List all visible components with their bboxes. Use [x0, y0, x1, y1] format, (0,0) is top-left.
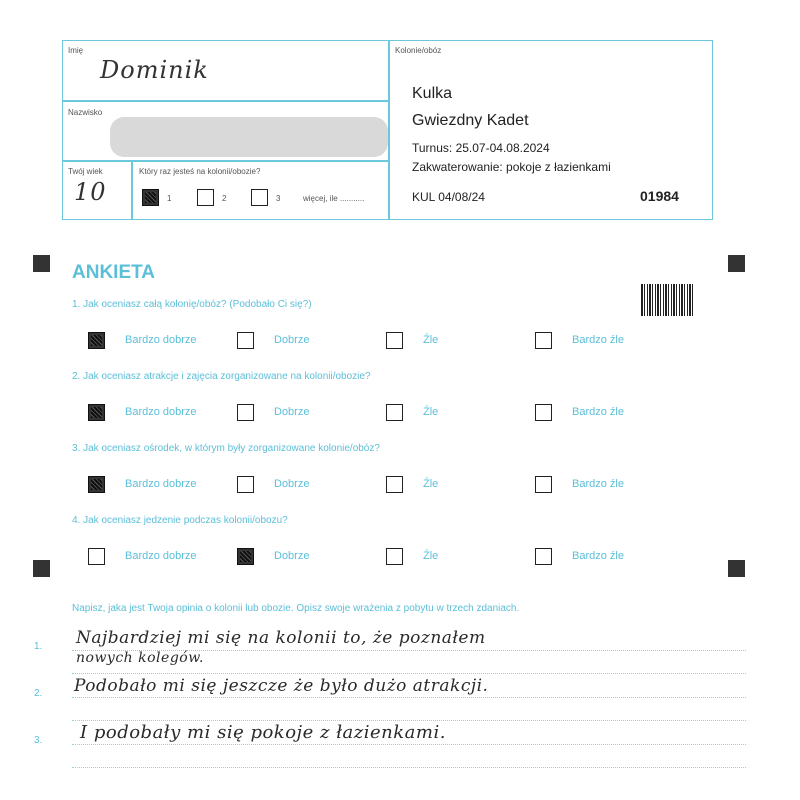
line-number-3: 3.	[34, 735, 43, 746]
writing-line-2	[72, 673, 746, 674]
wiek-label: Twój wiek	[68, 167, 103, 176]
ktory-raz-checkbox-2[interactable]	[197, 189, 214, 206]
corner-marker-mid-right	[728, 560, 745, 577]
opinion-line-2: nowych kolegów.	[76, 650, 204, 666]
wiek-value: 10	[74, 178, 107, 206]
q4-option-4-label: Bardzo źle	[572, 550, 624, 562]
row-divider-2	[62, 160, 389, 162]
question-3: 3. Jak oceniasz ośrodek, w którym były zorganizowane kolonie/obóz?	[72, 443, 380, 454]
q1-option-1-checkbox[interactable]	[88, 332, 105, 349]
header-divider	[388, 40, 390, 220]
corner-marker-top-right	[728, 255, 745, 272]
q4-option-2-checkbox[interactable]	[237, 548, 254, 565]
question-1: 1. Jak oceniasz całą kolonię/obóz? (Podobało Ci się?)	[72, 299, 312, 310]
q3-option-3-label: Źle	[423, 478, 439, 490]
turnus: Turnus: 25.07-04.08.2024	[412, 141, 550, 155]
ktory-raz-label: Który raz jesteś na kolonii/obozie?	[139, 167, 261, 176]
ktory-raz-option-1: 1	[167, 194, 172, 203]
q2-option-1-checkbox[interactable]	[88, 404, 105, 421]
q2-option-2-checkbox[interactable]	[237, 404, 254, 421]
kolonie-program: Gwiezdny Kadet	[412, 112, 529, 129]
kolonie-name: Kulka	[412, 85, 453, 102]
q1-option-4-label: Bardzo źle	[572, 334, 624, 346]
imie-value: Dominik	[100, 56, 209, 84]
question-2: 2. Jak oceniasz atrakcje i zajęcia zorganizowane na kolonii/obozie?	[72, 371, 371, 382]
ktory-raz-option-3: 3	[276, 194, 281, 203]
q2-option-3-label: Źle	[423, 406, 439, 418]
writing-line-5	[72, 744, 746, 745]
q3-option-1-label: Bardzo dobrze	[125, 478, 197, 490]
writing-line-4	[72, 720, 746, 721]
corner-marker-top-left	[33, 255, 50, 272]
q3-option-2-label: Dobrze	[274, 478, 310, 490]
zakwaterowanie: Zakwaterowanie: pokoje z łazienkami	[412, 160, 611, 174]
opinion-line-4: I podobały mi się pokoje z łazienkami.	[80, 722, 446, 743]
nazwisko-label: Nazwisko	[68, 108, 103, 117]
opinion-line-3: Podobało mi się jeszcze że było dużo atrakcji.	[74, 676, 489, 696]
q2-option-3-checkbox[interactable]	[386, 404, 403, 421]
q2-option-1-label: Bardzo dobrze	[125, 406, 197, 418]
q1-option-2-checkbox[interactable]	[237, 332, 254, 349]
q1-option-4-checkbox[interactable]	[535, 332, 552, 349]
corner-marker-mid-left	[33, 560, 50, 577]
q3-option-1-checkbox[interactable]	[88, 476, 105, 493]
q3-option-4-label: Bardzo źle	[572, 478, 624, 490]
q4-option-2-label: Dobrze	[274, 550, 310, 562]
nazwisko-redacted	[110, 117, 388, 157]
line-number-1: 1.	[34, 641, 43, 652]
opinion-line-1: Najbardziej mi się na kolonii to, że poznałem	[76, 628, 486, 648]
q4-option-1-checkbox[interactable]	[88, 548, 105, 565]
barcode-icon	[641, 284, 693, 316]
age-divider	[131, 160, 133, 220]
form-number: 01984	[640, 188, 679, 204]
imie-label: Imię	[68, 46, 84, 55]
q4-option-3-checkbox[interactable]	[386, 548, 403, 565]
line-number-2: 2.	[34, 688, 43, 699]
writing-line-3	[72, 697, 746, 698]
q1-option-1-label: Bardzo dobrze	[125, 334, 197, 346]
ktory-raz-option-2: 2	[222, 194, 227, 203]
q4-option-3-label: Źle	[423, 550, 439, 562]
writing-line-6	[72, 767, 746, 768]
q4-option-4-checkbox[interactable]	[535, 548, 552, 565]
q2-option-4-label: Bardzo źle	[572, 406, 624, 418]
survey-title: ANKIETA	[72, 262, 156, 283]
q3-option-3-checkbox[interactable]	[386, 476, 403, 493]
kolonie-label: Kolonie/obóz	[395, 46, 442, 55]
q1-option-3-label: Źle	[423, 334, 439, 346]
q1-option-2-label: Dobrze	[274, 334, 310, 346]
q3-option-4-checkbox[interactable]	[535, 476, 552, 493]
question-4: 4. Jak oceniasz jedzenie podczas kolonii/obozu?	[72, 515, 288, 526]
wiecej-label: więcej, ile ...........	[303, 194, 365, 203]
ktory-raz-checkbox-3[interactable]	[251, 189, 268, 206]
kolonie-code: KUL 04/08/24	[412, 190, 485, 204]
q2-option-4-checkbox[interactable]	[535, 404, 552, 421]
ktory-raz-checkbox-1[interactable]	[142, 189, 159, 206]
q3-option-2-checkbox[interactable]	[237, 476, 254, 493]
row-divider-1	[62, 100, 389, 102]
q4-option-1-label: Bardzo dobrze	[125, 550, 197, 562]
opinion-prompt: Napisz, jaka jest Twoja opinia o kolonii lub obozie. Opisz swoje wrażenia z pobytu w trzech zdaniach.	[72, 603, 520, 614]
q1-option-3-checkbox[interactable]	[386, 332, 403, 349]
q2-option-2-label: Dobrze	[274, 406, 310, 418]
